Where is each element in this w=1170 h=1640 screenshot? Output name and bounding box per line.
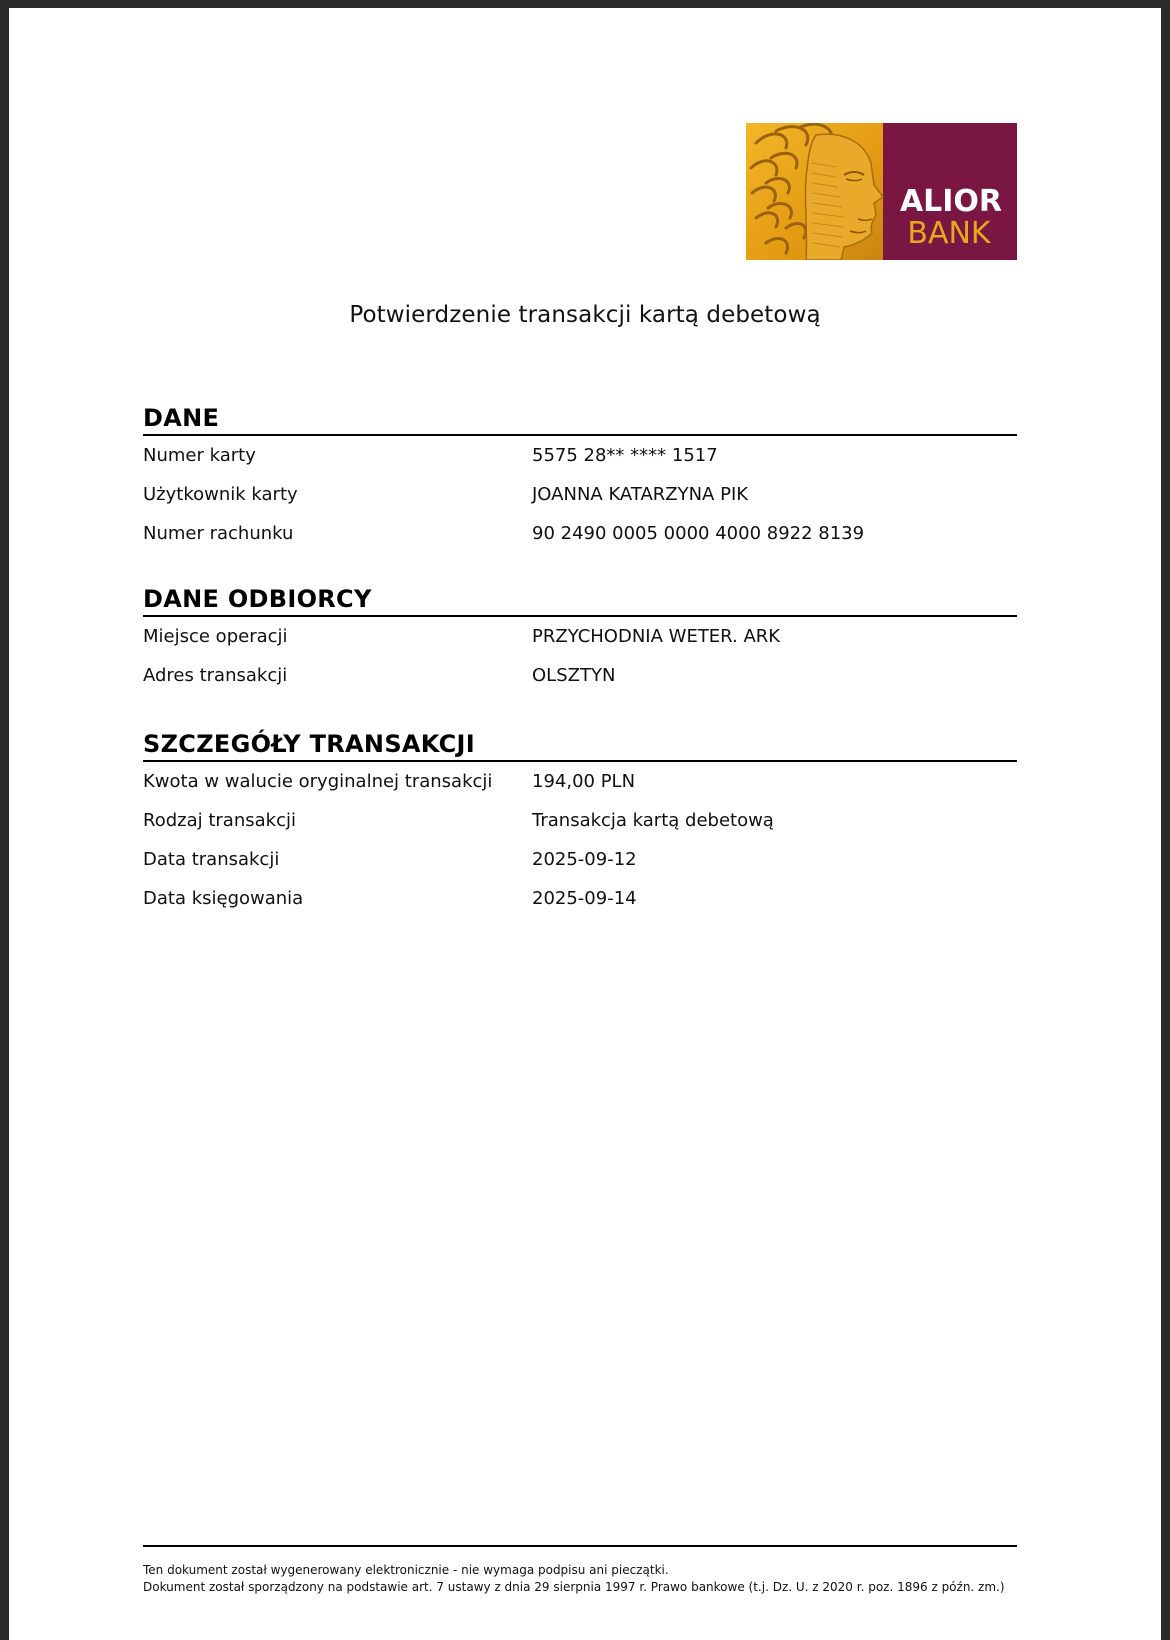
field-label: Numer rachunku [143, 523, 294, 544]
section-header: DANE ODBIORCY [143, 585, 1017, 617]
section-szczegoly-transakcji [143, 730, 1017, 918]
row-numer-karty [143, 436, 1017, 475]
row-uzytkownik-karty [143, 475, 1017, 514]
footer-disclaimer [143, 1562, 1005, 1596]
footer-line-1: Ten dokument został wygenerowany elektronicznie - nie wymaga podpisu ani pieczątki. [143, 1563, 669, 1577]
field-value: OLSZTYN [532, 665, 616, 686]
field-label: Rodzaj transakcji [143, 810, 296, 831]
logo-graphic [746, 123, 1017, 260]
field-value: 194,00 PLN [532, 771, 636, 792]
row-rodzaj-transakcji [143, 801, 1017, 840]
field-value: 2025-09-14 [532, 888, 637, 909]
section-header: SZCZEGÓŁY TRANSAKCJI [143, 730, 1017, 762]
field-value: 90 2490 0005 0000 4000 8922 8139 [532, 523, 865, 544]
section-dane-odbiorcy [143, 585, 1017, 695]
field-label: Miejsce operacji [143, 626, 288, 647]
row-data-ksiegowania [143, 879, 1017, 918]
field-value: 5575 28** **** 1517 [532, 445, 718, 466]
field-value: 2025-09-12 [532, 849, 637, 870]
document-title: Potwierdzenie transakcji kartą debetową [349, 302, 821, 328]
row-miejsce-operacji [143, 617, 1017, 656]
row-data-transakcji [143, 840, 1017, 879]
document-page [9, 8, 1161, 1640]
footer-line-2: Dokument został sporządzony na podstawie art. 7 ustawy z dnia 29 sierpnia 1997 r. Prawo bankowe (t.j. Dz. U. z 2020 r. poz. 1896 z późn. zm.) [143, 1580, 1005, 1594]
field-label: Użytkownik karty [143, 484, 298, 505]
field-label: Numer karty [143, 445, 256, 466]
alior-bank-logo [746, 123, 1017, 260]
field-value: PRZYCHODNIA WETER. ARK [532, 626, 781, 647]
field-value: JOANNA KATARZYNA PIK [532, 484, 749, 505]
field-label: Data transakcji [143, 849, 280, 870]
field-label: Data księgowania [143, 888, 304, 909]
row-numer-rachunku [143, 514, 1017, 553]
section-header: DANE [143, 404, 1017, 436]
row-adres-transakcji [143, 656, 1017, 695]
logo-text-bank: BANK [907, 216, 991, 251]
field-value: Transakcja kartą debetową [532, 810, 774, 831]
field-label: Adres transakcji [143, 665, 288, 686]
logo-text-alior: ALIOR [899, 184, 1003, 219]
field-label: Kwota w walucie oryginalnej transakcji [143, 771, 493, 792]
footer-divider [143, 1545, 1017, 1547]
section-dane [143, 404, 1017, 553]
row-kwota [143, 762, 1017, 801]
